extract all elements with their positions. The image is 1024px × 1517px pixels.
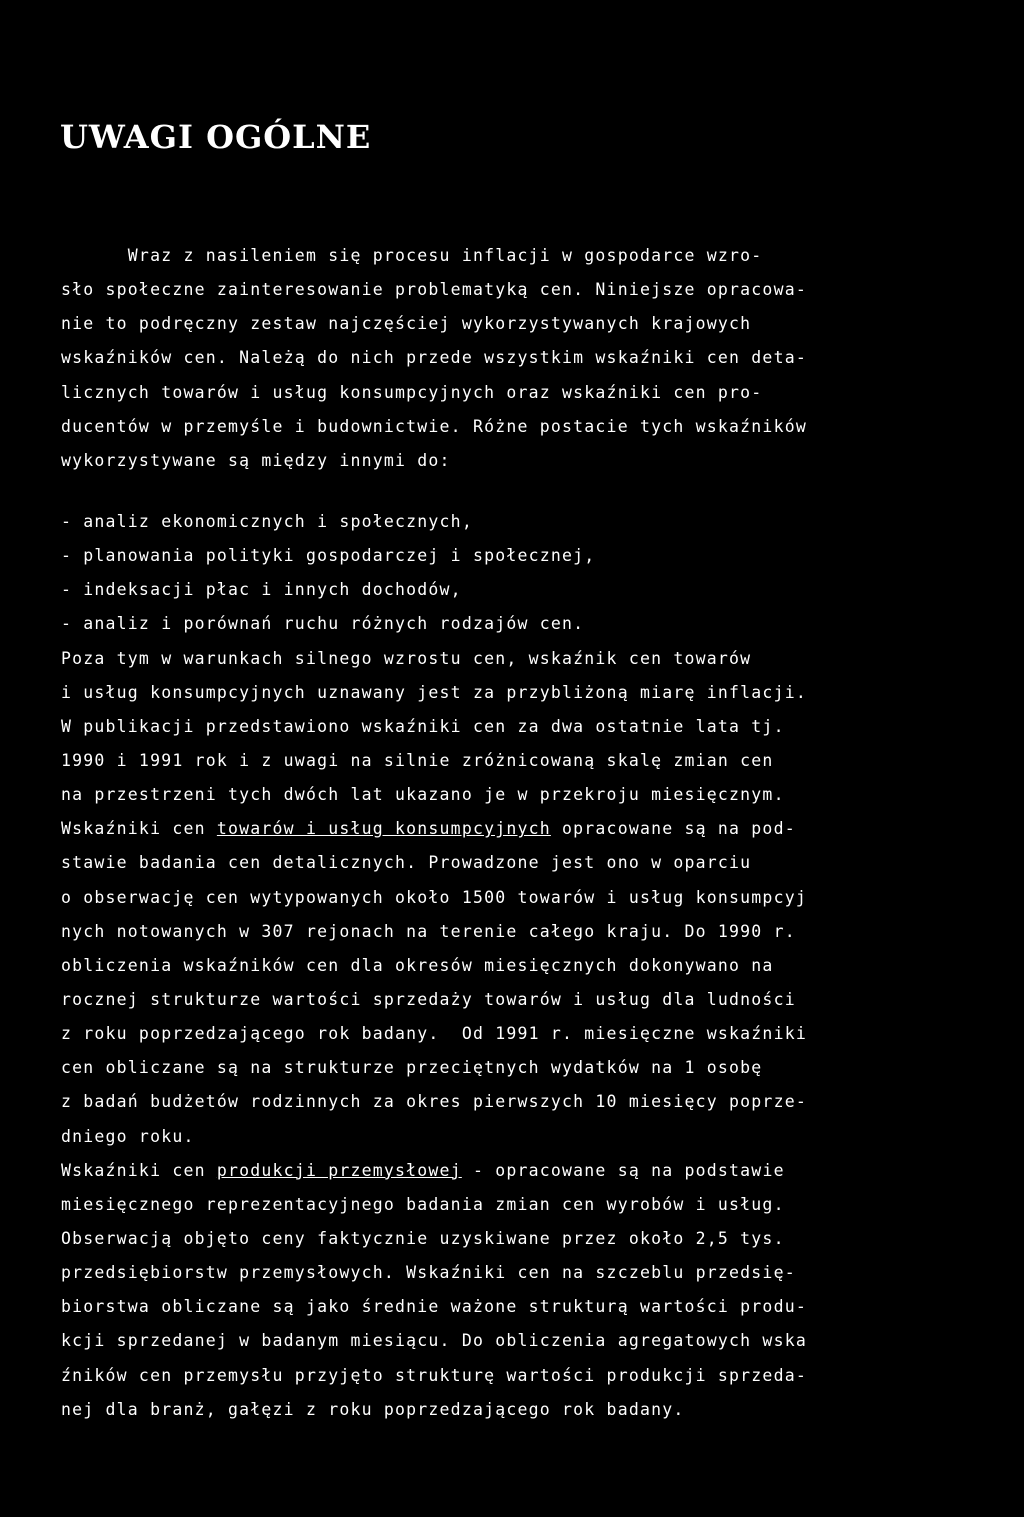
text-line: przedsiębiorstw przemysłowych. Wskaźniki cen na szczeblu przedsię- — [61, 1263, 796, 1283]
text-line: W publikacji przedstawiono wskaźniki cen za dwa ostatnie lata tj. — [61, 716, 785, 736]
text-line: Poza tym w warunkach silnego wzrostu cen, wskaźnik cen towarów — [61, 648, 752, 668]
text-line: Obserwacją objęto ceny faktycznie uzyskiwane przez około 2,5 tys. — [61, 1228, 785, 1248]
industrial-prices-paragraph — [61, 1154, 961, 1427]
list-item: - analiz ekonomicznych i społecznych, — [61, 511, 473, 531]
text-line: stawie badania cen detalicznych. Prowadzone jest ono w oparciu — [61, 853, 752, 873]
text-line: Wraz z nasileniem się procesu inflacji w gospodarce wzro- — [61, 246, 763, 265]
spacer — [61, 478, 961, 505]
text-line: licznych towarów i usług konsumpcyjnych oraz wskaźniki cen pro- — [61, 382, 763, 402]
text-run: opracowane są na pod- — [550, 819, 796, 839]
text-line: dniego roku. — [61, 1126, 195, 1146]
document-body — [61, 239, 961, 1427]
inflation-paragraph — [61, 642, 961, 813]
text-line: z roku poprzedzającego rok badany. Od 1991 r. miesięczne wskaźniki — [61, 1024, 807, 1044]
usage-list — [61, 505, 961, 642]
text-line: miesięcznego reprezentacyjnego badania zmian cen wyrobów i usług. — [61, 1194, 785, 1214]
text-line: cen obliczane są na strukturze przeciętnych wydatków na 1 osobę — [61, 1058, 763, 1078]
text-line: nych notowanych w 307 rejonach na terenie całego kraju. Do 1990 r. — [61, 921, 796, 941]
text-line: nej dla branż, gałęzi z roku poprzedzającego rok badany. — [61, 1399, 685, 1419]
text-line: i usług konsumpcyjnych uznawany jest za przybliżoną miarę inflacji. — [61, 682, 807, 702]
text-line: nie to podręczny zestaw najczęściej wykorzystywanych krajowych — [61, 314, 752, 334]
text-line: wykorzystywane są między innymi do: — [61, 450, 451, 470]
text-line: rocznej strukturze wartości sprzedaży towarów i usług dla ludności — [61, 989, 796, 1009]
text-line: na przestrzeni tych dwóch lat ukazano je w przekroju miesięcznym. — [61, 785, 785, 805]
intro-paragraph — [61, 239, 961, 478]
text-line: sło społeczne zainteresowanie problematyką cen. Niniejsze opracowa- — [61, 280, 807, 300]
text-line: o obserwację cen wytypowanych około 1500 towarów i usług konsumpcyj — [61, 887, 807, 907]
text-run: Wskaźniki cen — [61, 819, 217, 839]
text-line — [61, 812, 961, 846]
text-line — [61, 1154, 961, 1188]
text-line: ducentów w przemyśle i budownictwie. Różne postacie tych wskaźników — [61, 416, 807, 436]
text-run: Wskaźniki cen — [61, 1160, 217, 1180]
page-heading: UWAGI OGÓLNE — [60, 118, 372, 156]
text-line: źników cen przemysłu przyjęto strukturę wartości produkcji sprzeda- — [61, 1365, 807, 1385]
text-line: biorstwa obliczane są jako średnie ważone strukturą wartości produ- — [61, 1297, 807, 1317]
underlined-term: towarów i usług konsumpcyjnych — [216, 819, 551, 839]
text-line: 1990 i 1991 rok i z uwagi na silnie zróżnicowaną skalę zmian cen — [61, 750, 774, 770]
text-line: wskaźników cen. Należą do nich przede wszystkim wskaźniki cen deta- — [61, 348, 807, 368]
text-line: obliczenia wskaźników cen dla okresów miesięcznych dokonywano na — [61, 955, 774, 975]
list-item: - planowania polityki gospodarczej i społecznej, — [61, 546, 596, 566]
text-run: - opracowane są na podstawie — [461, 1160, 785, 1180]
text-line: kcji sprzedanej w badanym miesiącu. Do obliczenia agregatowych wska — [61, 1331, 807, 1351]
text-line: z badań budżetów rodzinnych za okres pierwszych 10 miesięcy poprze- — [61, 1092, 807, 1112]
consumer-prices-paragraph — [61, 812, 961, 1153]
list-item: - indeksacji płac i innych dochodów, — [61, 580, 462, 600]
list-item: - analiz i porównań ruchu różnych rodzajów cen. — [61, 614, 585, 634]
underlined-term: produkcji przemysłowej — [216, 1160, 462, 1180]
